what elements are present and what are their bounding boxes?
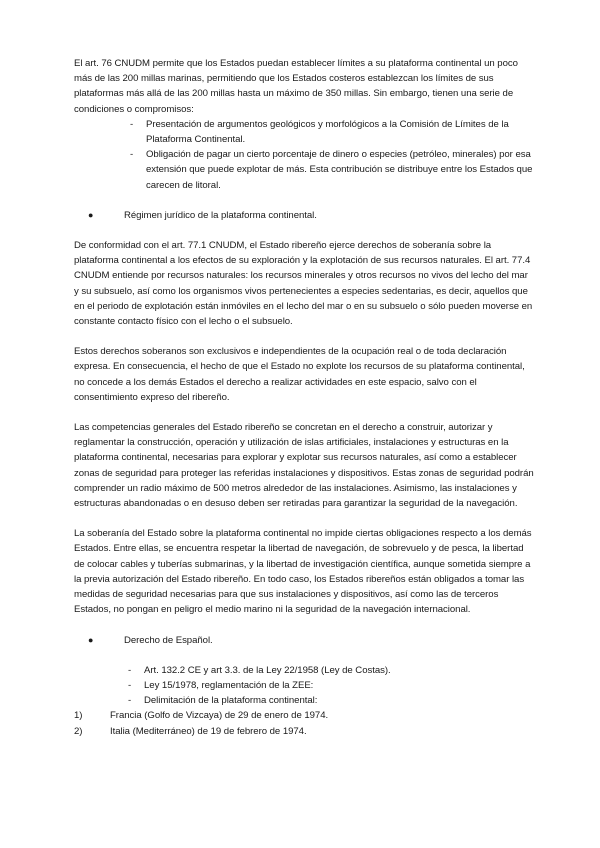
document-page	[74, 56, 534, 739]
list-item	[74, 708, 534, 723]
list-item: - Ley 15/1978, reglamentación de la ZEE:	[128, 678, 534, 693]
paragraph: Las competencias generales del Estado ribereño se concretan en el derecho a construir, autorizar y reglamentar la construcción, operación y utilización de islas artificiales, instalaciones y estructuras en la plataforma continental, necesarias para explorar y explotar sus recursos naturales, así como a establecer zonas de seguridad para proteger las referidas instalaciones y dispositivos. Estas zonas de seguridad podrán comprender un radio máximo de 500 metros alrededor de las instalaciones. Asimismo, las instalaciones y estructuras abandonadas o en desuso deben ser retiradas para garantizar la seguridad de la navegación.	[74, 422, 534, 510]
paragraph: Estos derechos soberanos son exclusivos e independientes de la ocupación real o de toda declaración expresa. En consecuencia, el hecho de que el Estado no explote los recursos de su plataforma continental, no concede a los demás Estados el derecho a realizar actividades en este espacio, salvo con el consentimiento expreso del ribereño.	[74, 346, 525, 403]
conditions-list	[74, 117, 534, 193]
list-item: - Art. 132.2 CE y art 3.3. de la Ley 22/1958 (Ley de Costas).	[128, 663, 534, 678]
paragraph: De conformidad con el art. 77.1 CNUDM, el Estado ribereño ejerce derechos de soberanía sobre la plataforma continental a los efectos de su exploración y la explotación de sus recursos naturales. El art. 77.4 CNUDM entiende por recursos naturales: los recursos minerales y otros recursos no vivos del lecho del mar y su subsuelo, así como los organismos vivos pertenecientes a especies sedentarias, es decir, aquellos que en el periodo de explotación están inmóviles en el lecho del mar o en su subsuelo o sólo pueden moverse en constante contacto físico con el lecho o el subsuelo.	[74, 240, 533, 328]
section-title: Derecho de Español.	[124, 634, 213, 646]
bullet-icon: ●	[88, 209, 94, 220]
delimitation-list	[74, 708, 534, 738]
section-heading-regimen	[88, 208, 534, 223]
list-item: - Obligación de pagar un cierto porcentaje de dinero o especies (petróleo, minerales) por esa extensión que puede explotar de más. Esta contribución se distribuye entre los Estados que carecen de litoral.	[130, 147, 534, 193]
list-item	[74, 724, 534, 739]
list-number: 2)	[74, 725, 83, 737]
list-item: - Presentación de argumentos geológicos y morfológicos a la Comisión de Límites de la Plataforma Continental.	[130, 117, 534, 147]
list-text: Francia (Golfo de Vizcaya) de 29 de enero de 1974.	[110, 710, 329, 722]
intro-paragraph: El art. 76 CNUDM permite que los Estados puedan establecer límites a su plataforma continental un poco más de las 200 millas marinas, permitiendo que los Estados costeros establezcan los límites de sus plataformas más allá de las 200 millas hasta un máximo de 350 millas. Sin embargo, tienen una serie de condiciones o compromisos:	[74, 58, 518, 115]
legislation-list	[74, 663, 534, 709]
bullet-icon: ●	[88, 634, 94, 645]
paragraph: La soberanía del Estado sobre la plataforma continental no impide ciertas obligaciones respecto a los demás Estados. Entre ellas, se encuentra respetar la libertad de navegación, de sobrevuelo y de pesca, la libertad de colocar cables y tuberías submarinas, y la libertad de investigación científica, aunque sometida siempre a la previa autorización del Estado ribereño. En todo caso, los Estados ribereños están obligados a tomar las medidas de seguridad necesarias para que sus instalaciones y dispositivos, así como las de terceros Estados, no pongan en peligro el medio marino ni la seguridad de la navegación internacional.	[74, 528, 532, 616]
list-item: - Delimitación de la plataforma continental:	[128, 693, 534, 708]
section-title: Régimen jurídico de la plataforma continental.	[124, 209, 317, 221]
list-text: Italia (Mediterráneo) de 19 de febrero de 1974.	[110, 725, 307, 737]
list-number: 1)	[74, 710, 83, 722]
section-heading-espanol	[88, 633, 534, 648]
